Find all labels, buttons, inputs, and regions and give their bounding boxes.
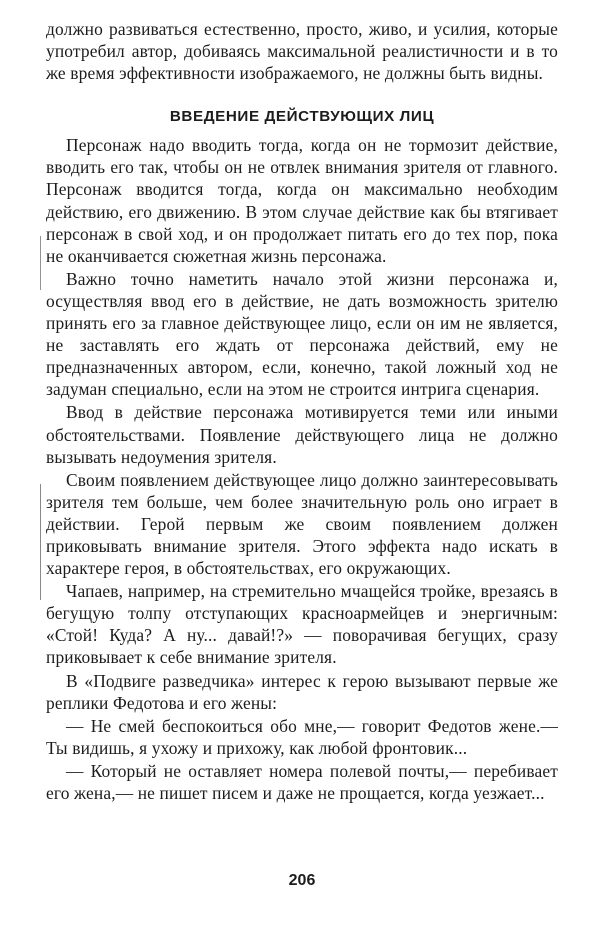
opening-paragraph: должно развиваться естественно, просто, живо, и усилия, которые употребил автор, добиваясь максимальной реалистичности и в то же время эффективности изображаемого, не должны быть видны. (46, 19, 558, 84)
margin-pencil-mark-upper (40, 236, 41, 290)
paragraph-8: — Который не оставляет номера полевой почты,— перебивает его жена,— не пишет писем и даже не прощается, когда уезжает... (46, 760, 558, 803)
paragraph-6: В «Подвиге разведчика» интерес к герою вызывают первые же реплики Федотова и его жены: (46, 670, 558, 713)
paragraph-7: — Не смей беспокоиться обо мне,— говорит Федотов жене.— Ты видишь, я ухожу и прихожу, как любой фронтовик... (46, 715, 558, 758)
paragraph-3: Ввод в действие персонажа мотивируется теми или иными обстоятельствами. Появление действующего лица не должно вызывать недоумения зрителя. (46, 402, 558, 467)
section-heading: ВВЕДЕНИЕ ДЕЙСТВУЮЩИХ ЛИЦ (169, 108, 435, 126)
paragraph-1: Персонаж надо вводить тогда, когда он не тормозит действие, вводить его так, чтобы он не отвлек внимания зрителя от главного. Персонаж вводится тогда, когда он максимально необходим действию, его движению. В этом случае действие как бы втягивает персонаж в свой ход, и он продолжает питать его до тех пор, пока не оканчивается сюжетная жизнь персонажа. (46, 135, 558, 266)
paragraph-2: Важно точно наметить начало этой жизни персонажа и, осуществляя ввод его в действие, не дать возможность зрителю принять его за главное действующее лицо, если он им не является, не заставлять его ждать от персонажа действий, ему не предназначенных автором, если, конечно, такой ложный ход не задуман специально, если на этом не строится интрига сценария. (46, 268, 558, 400)
book-page (46, 18, 558, 928)
page-number: 206 (288, 872, 316, 889)
paragraph-5: Чапаев, например, на стремительно мчащейся тройке, врезаясь в бегущую толпу отступающих красноармейцев и энергичным: «Стой! Куда? А ну... давай!?» — поворачивая бегущих, сразу приковывает к себе внимание зрителя. (46, 581, 558, 668)
margin-pencil-mark-lower (40, 484, 41, 600)
paragraph-4: Своим появлением действующее лицо должно заинтересовывать зрителя тем больше, чем более значительную роль оно играет в действии. Герой первым же своим появлением должен приковывать внимание зрителя. Этого эффекта надо искать в характере героя, в обстоятельствах, его окружающих. (46, 469, 558, 579)
